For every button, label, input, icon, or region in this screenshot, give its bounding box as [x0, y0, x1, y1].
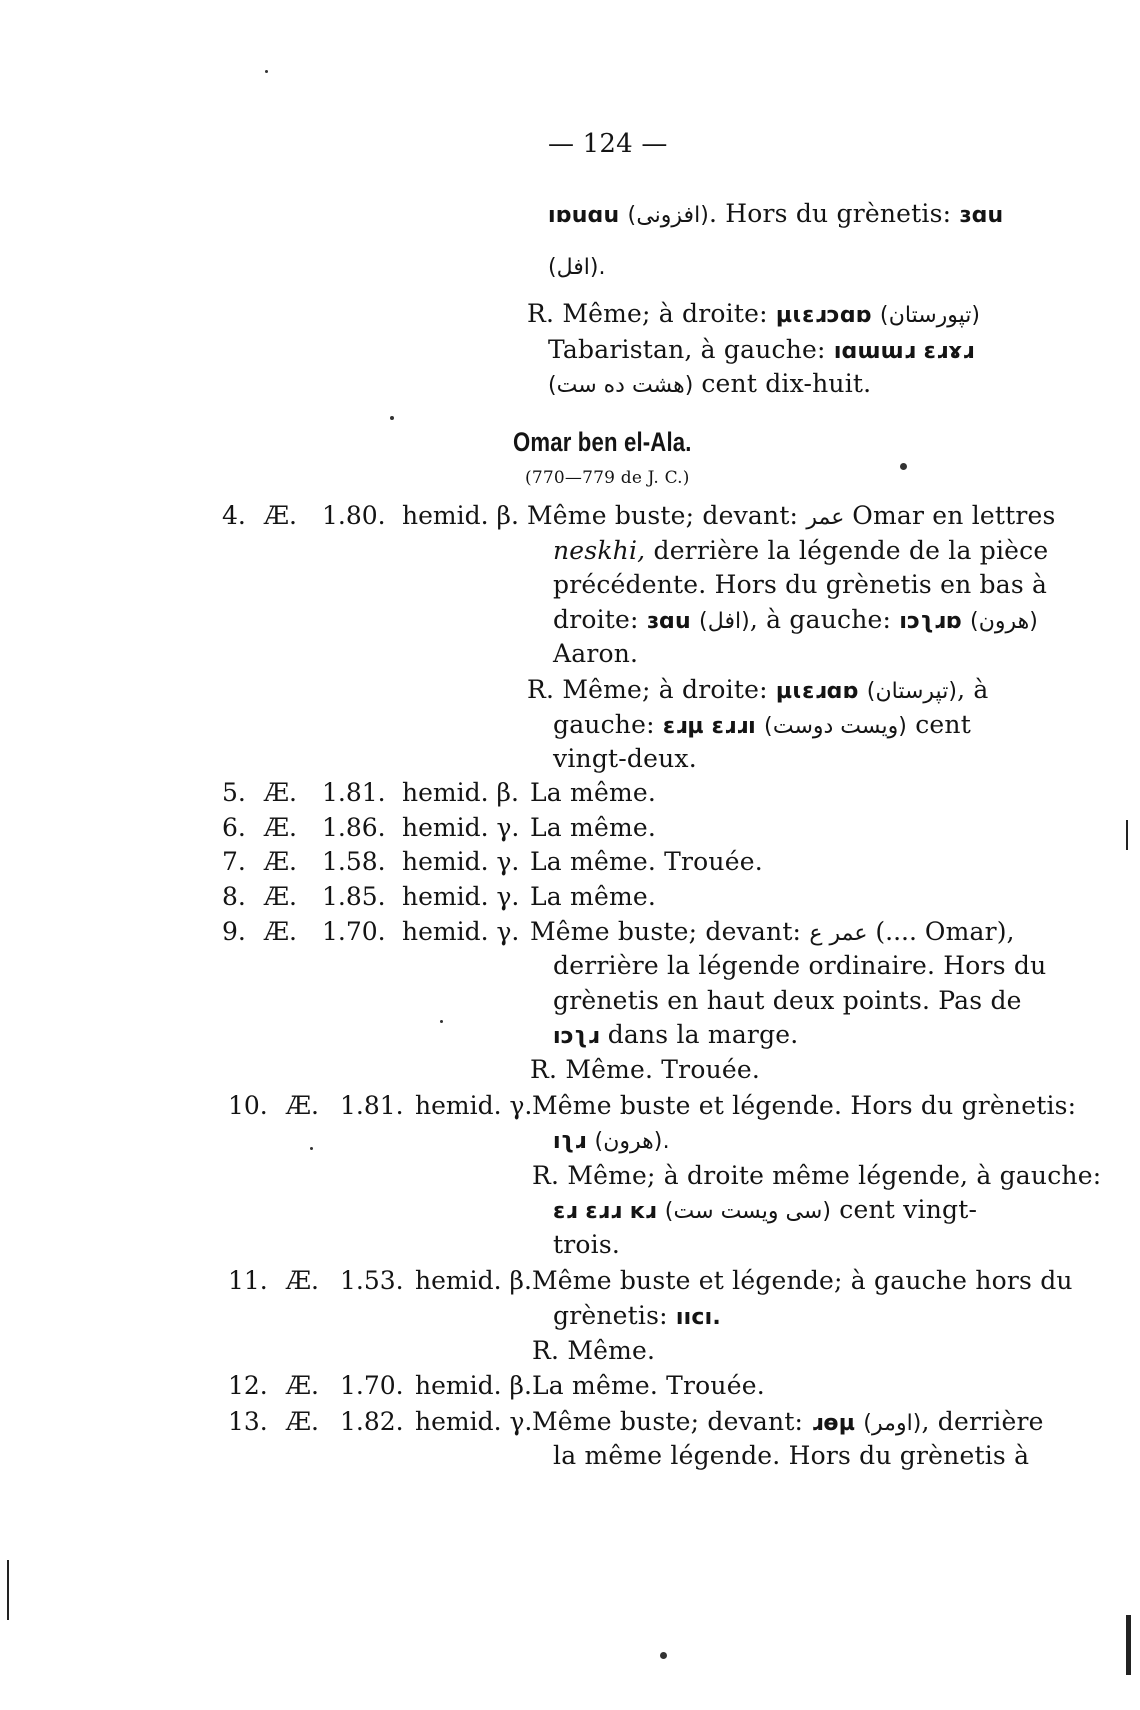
entry-weight: 1.70. — [340, 1371, 404, 1400]
pahlavi-word: µɩɛɹɔɑɒ — [775, 303, 872, 328]
entry-line — [553, 604, 1038, 638]
entry-number: 6. — [222, 813, 246, 842]
arabic-word: (هرون). — [594, 1129, 670, 1154]
reverse-label: R. Même; à droite: — [527, 675, 768, 704]
scan-speck — [660, 1652, 667, 1659]
arabic-word: (افل) — [698, 609, 750, 634]
entry-type: hemid. γ. — [402, 882, 520, 911]
arabic-word: (هرون) — [969, 609, 1039, 634]
entry-type: hemid. γ. — [402, 813, 520, 842]
scan-edge-mark — [1126, 820, 1128, 850]
entry-text: derrière la légende de la pièce — [653, 536, 1049, 565]
entry-text-italic: neskhi, — [553, 536, 646, 565]
entry-number: 7. — [222, 847, 246, 876]
arabic-word: (هشت ده ست) — [548, 373, 694, 398]
entry-line: vingt-deux. — [553, 744, 697, 773]
entry-weight: 1.58. — [322, 847, 386, 876]
intro-text: Tabaristan, à gauche: — [548, 335, 826, 364]
arabic-word: عمر — [806, 505, 845, 530]
entry-line: grènetis en haut deux points. Pas de — [553, 986, 1022, 1015]
arabic-word: عمر ع — [809, 921, 868, 946]
entry-line — [553, 1019, 798, 1053]
entry-weight: 1.86. — [322, 813, 386, 842]
entry-type: hemid. γ. — [415, 1407, 533, 1436]
entry-metal: Æ. — [264, 882, 297, 911]
entry-text: cent vingt- — [839, 1195, 978, 1224]
entry-line: La même. — [530, 882, 657, 911]
entry-number: 11. — [228, 1266, 268, 1295]
intro-text: cent dix-huit. — [701, 369, 872, 398]
scan-speck — [310, 1147, 313, 1150]
entry-text: , à — [957, 675, 989, 704]
scan-speck — [265, 70, 268, 73]
reverse-label: R. Même; à droite: — [527, 299, 768, 328]
intro-line-3 — [527, 298, 980, 332]
entry-metal: Æ. — [286, 1371, 319, 1400]
pahlavi-word: ıɔʅɹ — [553, 1024, 600, 1049]
entry-metal: Æ. — [264, 917, 297, 946]
entry-line: précédente. Hors du grènetis en bas à — [553, 570, 1048, 599]
intro-text: . Hors du grènetis: — [708, 199, 952, 228]
entry-type: hemid. β. — [402, 501, 519, 530]
entry-line: R. Même. Trouée. — [530, 1055, 761, 1084]
entry-line: trois. — [553, 1230, 621, 1259]
pahlavi-word: ɜɑu — [646, 609, 691, 634]
entry-metal: Æ. — [264, 501, 297, 530]
entry-text: gauche: — [553, 710, 655, 739]
entry-line — [553, 1194, 977, 1228]
entry-line: Même buste et légende; à gauche hors du — [532, 1266, 1073, 1295]
entry-type: hemid. β. — [415, 1266, 532, 1295]
entry-type: hemid. β. — [402, 778, 519, 807]
entry-line — [553, 1300, 721, 1334]
entry-line: La même. — [530, 813, 657, 842]
entry-type: hemid. γ. — [415, 1091, 533, 1120]
entry-weight: 1.85. — [322, 882, 386, 911]
scan-edge-mark — [1126, 1615, 1131, 1675]
entry-metal: Æ. — [286, 1407, 319, 1436]
entry-text: cent — [915, 710, 971, 739]
entry-line — [532, 1406, 1044, 1440]
entry-metal: Æ. — [264, 847, 297, 876]
entry-line: La même. Trouée. — [532, 1371, 765, 1400]
scan-speck — [440, 1020, 443, 1023]
entry-number: 10. — [228, 1091, 268, 1120]
scan-speck — [900, 463, 907, 470]
pahlavi-word: ıɔʅɹɒ — [899, 609, 962, 634]
entry-line: R. Même; à droite même légende, à gauche: — [532, 1161, 1102, 1190]
intro-line-5 — [548, 368, 871, 402]
entry-text: dans la marge. — [607, 1020, 799, 1049]
arabic-word: (افل). — [548, 255, 606, 280]
entry-line — [553, 709, 971, 743]
arabic-word: (تپرستان) — [866, 679, 958, 704]
arabic-word: (ویست دوست) — [764, 714, 908, 739]
entry-weight: 1.81. — [340, 1091, 404, 1120]
entry-text: grènetis: — [553, 1301, 668, 1330]
entry-line — [553, 535, 1048, 567]
arabic-word: (افزونی) — [627, 203, 709, 228]
scan-edge-mark — [7, 1560, 9, 1620]
entry-text: Même buste; devant: — [530, 917, 802, 946]
entry-line — [553, 1124, 670, 1158]
entry-text: droite: — [553, 605, 639, 634]
pahlavi-word: ıɒuɑu — [548, 203, 620, 228]
entry-type: hemid. β. — [415, 1371, 532, 1400]
entry-text: Même buste; devant: — [527, 501, 799, 530]
arabic-word: (سی ویست ست) — [664, 1199, 832, 1224]
pahlavi-word: ɹɵµ — [811, 1411, 856, 1436]
entry-number: 9. — [222, 917, 246, 946]
pahlavi-word: ɛɹµ ɛɹɹı — [662, 714, 756, 739]
entry-line: La même. — [530, 778, 657, 807]
pahlavi-word: ıɑɯɯɹ ɛɹɤɹ — [833, 339, 975, 364]
entry-text: , derrière — [921, 1407, 1044, 1436]
arabic-word: (اومر) — [863, 1411, 922, 1436]
pahlavi-word: ɜɑu — [959, 203, 1004, 228]
entry-line: la même légende. Hors du grènetis à — [553, 1441, 1030, 1470]
pahlavi-word: ɛɹ ɛɹɹ ĸɹ — [553, 1199, 657, 1224]
entry-weight: 1.53. — [340, 1266, 404, 1295]
section-dates: (770—779 de J. C.) — [525, 468, 690, 488]
entry-weight: 1.82. — [340, 1407, 404, 1436]
entry-metal: Æ. — [264, 778, 297, 807]
entry-weight: 1.81. — [322, 778, 386, 807]
entry-number: 5. — [222, 778, 246, 807]
entry-metal: Æ. — [286, 1091, 319, 1120]
entry-line: derrière la légende ordinaire. Hors du — [553, 951, 1047, 980]
page-number: — 124 — — [548, 129, 668, 159]
arabic-word: (تپورستان) — [879, 303, 981, 328]
pahlavi-word: ııcı. — [675, 1305, 721, 1330]
entry-line — [527, 674, 989, 708]
intro-line-2 — [548, 250, 605, 284]
entry-line: R. Même. — [532, 1336, 656, 1365]
entry-weight: 1.70. — [322, 917, 386, 946]
entry-type: hemid. γ. — [402, 917, 520, 946]
intro-line-1 — [548, 198, 1003, 232]
entry-line: La même. Trouée. — [530, 847, 763, 876]
entry-text: Omar en lettres — [852, 501, 1056, 530]
entry-line: Même buste et légende. Hors du grènetis: — [532, 1091, 1077, 1120]
entry-number: 4. — [222, 501, 246, 530]
scan-speck — [390, 416, 394, 420]
entry-text: , à gauche: — [749, 605, 892, 634]
entry-line — [527, 500, 1056, 534]
section-title: Omar ben el-Ala. — [513, 427, 692, 457]
entry-metal: Æ. — [286, 1266, 319, 1295]
entry-weight: 1.80. — [322, 501, 386, 530]
pahlavi-word: µɩɛɹɑɒ — [775, 679, 859, 704]
entry-text: (.... Omar), — [875, 917, 1015, 946]
entry-number: 13. — [228, 1407, 268, 1436]
intro-line-4 — [548, 334, 974, 368]
entry-type: hemid. γ. — [402, 847, 520, 876]
entry-number: 12. — [228, 1371, 268, 1400]
pahlavi-word: ıʅɹ — [553, 1129, 587, 1154]
entry-number: 8. — [222, 882, 246, 911]
entry-metal: Æ. — [264, 813, 297, 842]
entry-line: Aaron. — [553, 639, 639, 668]
entry-text: Même buste; devant: — [532, 1407, 804, 1436]
entry-line — [530, 916, 1014, 950]
